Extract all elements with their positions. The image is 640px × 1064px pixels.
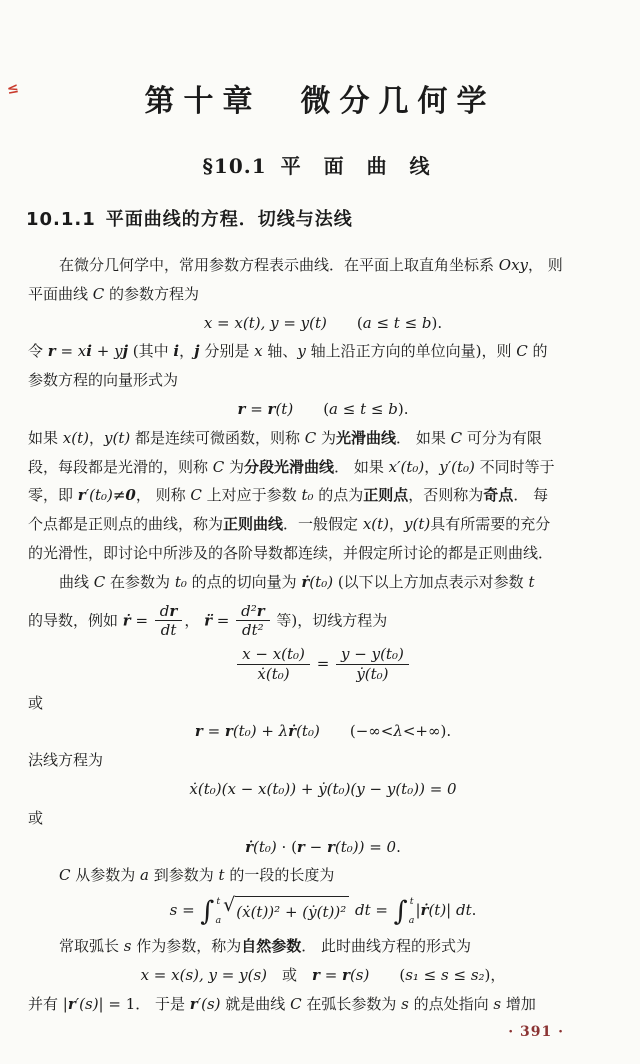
math-bold-vector: ṙ	[122, 610, 131, 629]
corner-annotation-mark: ≤	[5, 80, 21, 98]
radicand	[235, 896, 349, 927]
math-bold-vector: r	[169, 601, 178, 620]
math-bold-vector: r	[267, 399, 276, 418]
text-span: 分别是	[199, 342, 255, 361]
display-formula	[28, 309, 618, 338]
math-italic: d	[159, 601, 170, 620]
math-italic: a ≤ t ≤ b	[329, 399, 398, 418]
radical-sign: √	[223, 893, 236, 916]
math-italic: ′(s)	[197, 994, 221, 1013]
math-bold-vector: ṙ	[288, 722, 297, 741]
text-span: 令	[28, 342, 48, 361]
math-italic: ẋ(t₀)(x − x(t₀)) + ẏ(t₀)(y − y(t₀)) = 0	[189, 779, 457, 798]
text-span: 的一段的长度为	[224, 866, 335, 885]
integral-sign: ∫	[200, 895, 215, 927]
math-italic: −	[304, 837, 327, 856]
integral-upper-limit: t	[216, 896, 221, 908]
display-formula	[28, 395, 618, 424]
math-bold-vector: r̈	[204, 610, 212, 629]
text-span: 曲线	[59, 572, 94, 591]
text-span: (	[319, 722, 356, 741]
text-span: ． 每	[513, 486, 549, 505]
math-italic: −∞<λ<+∞	[355, 722, 441, 741]
text-line	[28, 539, 618, 568]
fraction-numerator	[237, 645, 310, 665]
text-span: 的	[527, 342, 548, 361]
bold-term: 奇点	[483, 486, 514, 505]
text-span: ，	[184, 610, 205, 629]
math-italic: x(t)	[362, 515, 390, 534]
math-italic: x	[254, 342, 263, 361]
text-span: (	[326, 313, 363, 332]
text-span: ，	[424, 457, 440, 476]
text-line	[28, 453, 618, 482]
math-italic: x − x(t₀)	[242, 645, 305, 664]
math-italic: a ≤ t ≤ b	[362, 313, 432, 332]
text-span: 段，每段都是光滑的，则称	[28, 457, 213, 476]
math-bold-vector: i	[173, 342, 180, 361]
text-span: 具有所需要的充分	[430, 515, 551, 534]
text-span: 或	[28, 808, 44, 827]
text-span: 零，即	[28, 486, 78, 505]
section-number: §10.1	[202, 154, 267, 178]
math-italic: y − y(t₀)	[341, 645, 404, 664]
integral-lower-limit: a	[215, 914, 222, 926]
math-italic: (t₀) + λ	[232, 722, 289, 741]
bold-term: 光滑曲线	[336, 428, 397, 447]
display-formula	[28, 775, 618, 804]
math-italic: dt	[160, 621, 177, 640]
math-italic: C	[59, 866, 71, 885]
math-italic: dt	[350, 901, 371, 920]
math-italic: (t₀)	[253, 837, 277, 856]
page-number: · 391 ·	[508, 1024, 564, 1040]
math-italic: =	[202, 722, 225, 741]
display-formula	[28, 717, 618, 746]
text-line	[28, 280, 618, 309]
text-span: ．一般假定	[283, 515, 363, 534]
text-span: 轴上沿正方向的单位向量)，则	[305, 342, 517, 361]
math-italic: Oxy	[498, 256, 529, 274]
math-bold-vector: r	[342, 965, 350, 984]
fraction-denominator	[336, 665, 409, 684]
integral-lower-limit: a	[408, 914, 415, 926]
math-italic: C	[92, 284, 105, 303]
text-line	[28, 424, 618, 453]
math-bold-vector: r	[326, 837, 335, 856]
text-span: .	[396, 837, 401, 856]
text-span: 法线方程为	[28, 751, 104, 770]
fraction-numerator	[155, 602, 183, 622]
math-fraction	[237, 645, 310, 684]
math-italic: x = x(t), y = y(t)	[203, 313, 327, 332]
math-bold-vector: i	[86, 342, 92, 361]
math-bold-vector: r	[312, 965, 320, 984]
text-line	[28, 932, 618, 961]
math-italic: t₀	[174, 572, 187, 591]
text-span: (其中	[128, 342, 174, 361]
text-span: =	[311, 654, 335, 673]
text-span: ).	[440, 722, 452, 741]
math-italic: =	[212, 610, 235, 629]
math-fraction	[155, 602, 183, 641]
math-italic: s	[169, 901, 178, 920]
math-italic: (t)| dt	[428, 901, 472, 920]
math-italic: dt²	[242, 621, 264, 640]
text-span: ， 则	[528, 256, 563, 274]
math-italic: =	[177, 901, 200, 920]
text-span: 在参数为	[105, 572, 175, 591]
text-span: ． 如果	[396, 428, 451, 447]
document-page	[0, 76, 640, 1040]
bold-term: 正则曲线	[223, 515, 284, 534]
text-line	[28, 861, 618, 890]
text-span: 在微分几何学中，常用参数方程表示曲线．在平面上取直角坐标系	[59, 256, 499, 274]
math-bold-vector: j	[194, 342, 200, 361]
math-italic: d²	[241, 601, 257, 620]
math-italic: C	[212, 457, 225, 476]
text-span: 不同时等于	[474, 457, 555, 476]
text-line	[28, 510, 618, 539]
math-bold-vector: r	[237, 399, 246, 418]
text-span: 等)，切线方程为	[271, 610, 388, 629]
math-bold-vector: r	[194, 722, 203, 741]
math-bold-vector: r	[256, 601, 265, 620]
math-bold-vector: 0	[125, 486, 136, 505]
text-line	[28, 689, 618, 718]
bold-term: 分段光滑曲线	[244, 457, 335, 476]
math-italic: y	[297, 342, 306, 361]
text-span: 或	[267, 965, 313, 984]
subsection-title: 10.1.1 平面曲线的方程．切线与法线	[26, 209, 353, 230]
math-bold-vector: r	[77, 486, 86, 505]
math-italic: ẋ(t₀)	[257, 664, 290, 683]
math-italic: (s)	[349, 965, 370, 984]
text-span: 作为参数，称为	[131, 937, 242, 956]
math-bold-vector: j	[122, 342, 128, 361]
display-formula	[28, 895, 618, 927]
section-title-text: 平 面 曲 线	[280, 154, 438, 178]
math-italic: C	[93, 572, 106, 591]
display-formula	[28, 833, 618, 862]
math-italic: ′(t₀)	[85, 486, 113, 505]
text-line	[28, 990, 618, 1019]
math-italic: ′(s)	[75, 994, 99, 1013]
text-span: 的参数方程为	[104, 284, 200, 303]
fraction-denominator	[155, 621, 183, 640]
math-italic: s	[401, 994, 409, 1013]
text-span: 从参数为	[70, 866, 141, 885]
text-span: 就是曲线	[220, 994, 291, 1013]
math-fraction	[236, 602, 270, 641]
math-bold-vector: ṙ	[420, 901, 429, 920]
text-span: 常取弧长	[59, 937, 124, 956]
display-formula	[28, 961, 618, 990]
text-span: 平面曲线	[28, 284, 93, 303]
chapter-title: 第十章 微分几何学	[144, 84, 496, 119]
text-span: 的点处指向	[408, 994, 494, 1013]
math-bold-vector: ṙ	[245, 837, 254, 856]
math-fraction	[336, 645, 409, 684]
math-italic: C	[190, 486, 202, 505]
square-root	[223, 893, 349, 927]
math-italic: y(t)	[104, 428, 131, 447]
text-span: 并有 |	[28, 994, 68, 1013]
integral-upper-limit: t	[409, 896, 414, 908]
math-italic: C	[516, 342, 528, 361]
math-italic: =	[319, 965, 343, 984]
math-italic: x = x(s), y = y(s)	[140, 965, 267, 984]
math-italic: = x	[55, 342, 87, 361]
text-span: (	[293, 399, 330, 418]
math-italic: x(t)	[62, 428, 89, 447]
text-span: 到参数为	[148, 866, 219, 885]
math-italic: a	[140, 866, 149, 885]
math-bold-vector: r	[224, 722, 233, 741]
math-italic: =	[370, 901, 393, 920]
text-line	[28, 251, 618, 280]
text-span: | = 1． 于是	[98, 994, 190, 1013]
text-span: ，	[389, 515, 405, 534]
text-span: 为	[224, 457, 245, 476]
text-span: .	[471, 901, 477, 920]
text-line	[28, 337, 618, 366]
math-bold-vector: r	[189, 994, 198, 1013]
text-span: ).	[397, 399, 409, 418]
bold-term: 正则点	[363, 486, 409, 505]
math-italic: C	[450, 428, 463, 447]
text-span: ，否则称为	[408, 486, 484, 505]
text-span: 增加	[501, 994, 536, 1013]
math-italic: y(t)	[404, 515, 431, 534]
text-span: 的点的切向量为	[186, 572, 302, 591]
section-title	[0, 150, 640, 179]
math-italic: x′(t₀)	[388, 457, 425, 476]
text-line	[28, 804, 618, 833]
text-span: ，	[179, 342, 195, 361]
text-span: 的点为	[313, 486, 364, 505]
text-span: ． 如果	[334, 457, 389, 476]
math-italic: (t₀)	[296, 722, 320, 741]
text-line	[28, 481, 618, 510]
math-bold-vector: r	[296, 837, 305, 856]
math-italic: y′(t₀)	[439, 457, 475, 476]
math-italic: ) = 0	[358, 837, 397, 856]
fraction-denominator	[237, 665, 310, 684]
math-bold-vector: r	[67, 994, 76, 1013]
bold-term: 自然参数	[241, 937, 302, 956]
text-span: 轴、	[262, 342, 298, 361]
math-italic: s₁ ≤ s ≤ s₂	[405, 965, 485, 984]
text-span: ≠	[112, 486, 126, 505]
math-italic: s	[123, 937, 132, 956]
integral	[394, 895, 415, 927]
fraction-denominator	[236, 621, 270, 640]
math-italic: |	[415, 901, 421, 920]
integral-limits	[215, 895, 221, 927]
math-bold-vector: r	[47, 342, 56, 361]
math-bold-vector: ṙ	[301, 572, 310, 591]
math-italic: + y	[91, 342, 123, 361]
text-span: (以下以上方加点表示对参数	[333, 572, 529, 591]
text-span: 或	[28, 693, 44, 712]
text-span: 个点都是正则点的曲线，称为	[28, 515, 224, 534]
math-italic: t	[528, 572, 535, 591]
math-italic: =	[130, 610, 153, 629]
text-span: 为	[316, 428, 337, 447]
integral	[200, 895, 221, 927]
text-span: 在弧长参数为	[301, 994, 402, 1013]
math-italic: ẏ(t₀)	[356, 664, 389, 683]
math-italic: (t₀)	[309, 572, 334, 591]
fraction-numerator	[336, 645, 409, 665]
display-formula	[28, 645, 618, 684]
math-italic: (t)	[275, 399, 294, 418]
text-span: ， 则称	[135, 486, 191, 505]
text-span: 参数方程的向量形式为	[28, 371, 179, 390]
math-italic: C	[304, 428, 317, 447]
text-span: ，	[88, 428, 104, 447]
text-span: (	[369, 965, 406, 984]
text-span: )，	[484, 965, 506, 984]
text-span: 的光滑性，即讨论中所涉及的各阶导数都连续，并假定所讨论的都是正则曲线．	[28, 543, 554, 562]
math-italic: t	[218, 866, 225, 885]
text-span: 上对应于参数	[201, 486, 302, 505]
text-span: ).	[431, 313, 443, 332]
text-span: 如果	[28, 428, 63, 447]
math-italic: t₀	[301, 486, 314, 505]
text-span: ． 此时曲线方程的形式为	[301, 937, 472, 956]
body-text	[28, 251, 618, 1019]
math-italic: (t₀)	[334, 837, 359, 856]
integral-limits	[409, 895, 415, 927]
text-span: 都是连续可微函数，则称	[130, 428, 305, 447]
text-line	[28, 602, 618, 641]
text-span: 可分为有限	[462, 428, 542, 447]
text-line	[28, 746, 618, 775]
text-span: · (	[276, 837, 297, 856]
fraction-numerator	[236, 602, 270, 622]
math-italic: C	[290, 994, 302, 1013]
text-line	[28, 366, 618, 395]
math-italic: =	[245, 399, 268, 418]
math-italic: s	[493, 994, 502, 1013]
math-italic: (ẋ(t))² + (ẏ(t))²	[236, 902, 347, 921]
integral-sign: ∫	[393, 895, 408, 927]
text-line	[28, 568, 618, 597]
text-span: 的导数，例如	[28, 610, 123, 629]
